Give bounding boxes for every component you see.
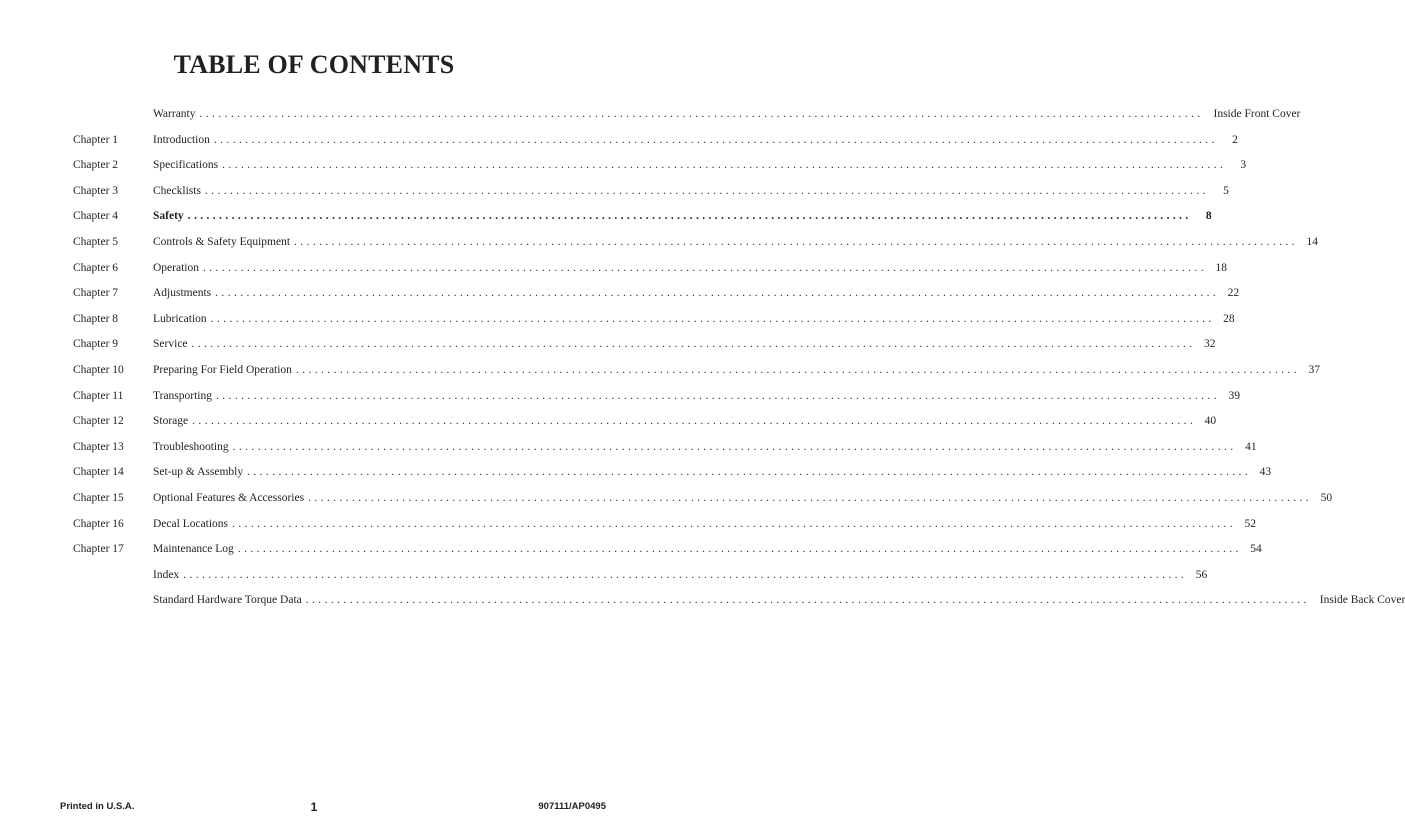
- dot-leader: ................................................................................................................................................................: [210, 312, 1215, 325]
- toc-entry[interactable]: [153, 588, 1405, 614]
- page-footer: [0, 801, 628, 815]
- entry-title: Decal Locations: [153, 517, 229, 530]
- dot-leader: ................................................................................................................................................................: [247, 466, 1252, 479]
- toc-entry[interactable]: [153, 460, 1272, 486]
- entry-page: 52: [1244, 517, 1257, 530]
- toc-entry[interactable]: [153, 409, 1217, 435]
- chapter-label: Chapter 12: [73, 415, 124, 428]
- dot-leader: ................................................................................................................................................................: [295, 363, 1300, 376]
- chapter-label: Chapter 8: [73, 312, 119, 325]
- toc-row: [0, 153, 1247, 179]
- toc-row: [0, 358, 1320, 384]
- entry-title: Controls & Safety Equipment: [153, 235, 291, 248]
- toc-row: [0, 409, 1217, 435]
- chapter-label: Chapter 2: [73, 159, 119, 172]
- entry-title: Preparing For Field Operation: [153, 363, 292, 376]
- entry-title: Safety: [153, 210, 184, 223]
- toc-entry[interactable]: [153, 256, 1227, 282]
- chapter-label: Chapter 4: [73, 210, 119, 223]
- toc-row: [0, 460, 1272, 486]
- toc-entry[interactable]: [153, 307, 1235, 333]
- chapter-label: Chapter 16: [73, 517, 124, 530]
- toc-row: [0, 512, 1257, 538]
- toc-row: [0, 102, 1301, 128]
- toc-entry[interactable]: [153, 332, 1216, 358]
- toc-row: [0, 128, 1238, 154]
- chapter-label: Chapter 3: [73, 184, 119, 197]
- entry-title: Troubleshooting: [153, 440, 229, 453]
- toc-row: [0, 588, 1405, 614]
- page-number: 1: [310, 800, 318, 814]
- chapter-label: Chapter 5: [73, 235, 119, 248]
- toc-entry[interactable]: [153, 435, 1257, 461]
- dot-leader: ................................................................................................................................................................: [191, 338, 1196, 351]
- toc-entry[interactable]: [153, 563, 1208, 589]
- entry-page: 5: [1223, 184, 1229, 197]
- dot-leader: ................................................................................................................................................................: [305, 594, 1310, 607]
- entry-page: 41: [1245, 440, 1257, 453]
- entry-page: Inside Back Cover: [1319, 594, 1405, 607]
- entry-page: 54: [1250, 543, 1262, 556]
- dot-leader: ................................................................................................................................................................: [237, 543, 1242, 556]
- toc-row: [0, 435, 1257, 461]
- chapter-label: Chapter 10: [73, 363, 124, 376]
- entry-page: 18: [1215, 261, 1227, 274]
- entry-page: 39: [1228, 389, 1240, 402]
- entry-page: 2: [1232, 133, 1238, 146]
- chapter-label: Chapter 14: [73, 466, 124, 479]
- entry-title: Operation: [153, 261, 199, 274]
- toc-row: [0, 256, 1227, 282]
- dot-leader: ................................................................................................................................................................: [222, 159, 1227, 172]
- toc-entry[interactable]: [153, 358, 1320, 384]
- dot-leader: ................................................................................................................................................................: [215, 287, 1220, 300]
- entry-title: Maintenance Log: [153, 543, 234, 556]
- dot-leader: ................................................................................................................................................................: [202, 261, 1207, 274]
- entry-page: 43: [1259, 466, 1272, 479]
- entry-page: 37: [1308, 363, 1320, 376]
- entry-title: Transporting: [153, 389, 212, 402]
- toc-row: [0, 307, 1235, 333]
- page-title: TABLE OF CONTENTS: [173, 50, 455, 79]
- toc-row: [0, 230, 1319, 256]
- entry-page: 50: [1320, 491, 1333, 504]
- toc-entry[interactable]: [153, 512, 1257, 538]
- entry-title: Set-up & Assembly: [153, 466, 244, 479]
- toc-entry[interactable]: [153, 179, 1229, 205]
- toc-row: [0, 332, 1216, 358]
- toc-entry[interactable]: [153, 153, 1247, 179]
- toc-entry[interactable]: [153, 204, 1212, 230]
- dot-leader: ................................................................................................................................................................: [183, 568, 1188, 581]
- chapter-label: Chapter 13: [73, 440, 124, 453]
- toc-entry[interactable]: [153, 128, 1238, 154]
- toc-entry[interactable]: [153, 230, 1319, 256]
- toc-row: [0, 281, 1240, 307]
- entry-title: Warranty: [153, 108, 196, 120]
- dot-leader: ................................................................................................................................................................: [294, 235, 1299, 248]
- entry-title: Lubrication: [153, 312, 207, 325]
- chapter-label: Chapter 17: [73, 543, 124, 556]
- entry-title: Optional Features & Accessories: [153, 491, 305, 504]
- toc-entry[interactable]: [153, 281, 1240, 307]
- toc-entry[interactable]: [153, 102, 1301, 128]
- entry-page: 8: [1205, 210, 1212, 223]
- entry-page: 40: [1204, 415, 1217, 428]
- dot-leader: ................................................................................................................................................................: [213, 133, 1218, 146]
- entry-title: Storage: [153, 415, 189, 428]
- toc-row: [0, 204, 1212, 230]
- entry-page: 56: [1195, 568, 1208, 581]
- dot-leader: ................................................................................................................................................................: [232, 440, 1237, 453]
- chapter-label: Chapter 15: [73, 491, 124, 504]
- entry-title: Specifications: [153, 159, 219, 172]
- entry-title: Introduction: [153, 133, 210, 146]
- entry-page: 32: [1203, 338, 1216, 351]
- entry-page: 22: [1227, 287, 1240, 300]
- dot-leader: ................................................................................................................................................................: [308, 491, 1313, 504]
- entry-page: 28: [1223, 312, 1235, 325]
- toc-row: [0, 384, 1240, 410]
- dot-leader: ................................................................................................................................................................: [192, 415, 1197, 428]
- entry-title: Checklists: [153, 184, 201, 197]
- dot-leader: ................................................................................................................................................................: [232, 517, 1237, 530]
- dot-leader: ................................................................................................................................................................: [199, 108, 1204, 120]
- chapter-label: Chapter 11: [73, 389, 124, 402]
- chapter-label: Chapter 6: [73, 261, 119, 274]
- chapter-label: Chapter 9: [73, 338, 119, 351]
- entry-title: Standard Hardware Torque Data: [153, 594, 302, 607]
- dot-leader: ................................................................................................................................................................: [187, 210, 1192, 223]
- entry-title: Adjustments: [153, 287, 212, 300]
- toc-entry[interactable]: [153, 537, 1262, 563]
- toc-row: [0, 179, 1229, 205]
- dot-leader: ................................................................................................................................................................: [216, 389, 1220, 402]
- chapter-label: Chapter 1: [73, 133, 119, 146]
- entry-page: Inside Front Cover: [1213, 108, 1301, 120]
- table-of-contents: [0, 102, 1405, 614]
- chapter-label: Chapter 7: [73, 287, 119, 300]
- dot-leader: ................................................................................................................................................................: [204, 184, 1209, 197]
- toc-entry[interactable]: [153, 486, 1333, 512]
- document-number: 907111/AP0495: [538, 801, 606, 812]
- entry-title: Service: [153, 338, 188, 351]
- toc-entry[interactable]: [153, 384, 1240, 410]
- entry-page: 14: [1306, 235, 1319, 248]
- toc-row: [0, 486, 1333, 512]
- toc-row: [0, 563, 1208, 589]
- toc-row: [0, 537, 1262, 563]
- entry-title: Index: [153, 568, 180, 581]
- print-location: Printed in U.S.A.: [60, 801, 135, 812]
- entry-page: 3: [1240, 159, 1247, 172]
